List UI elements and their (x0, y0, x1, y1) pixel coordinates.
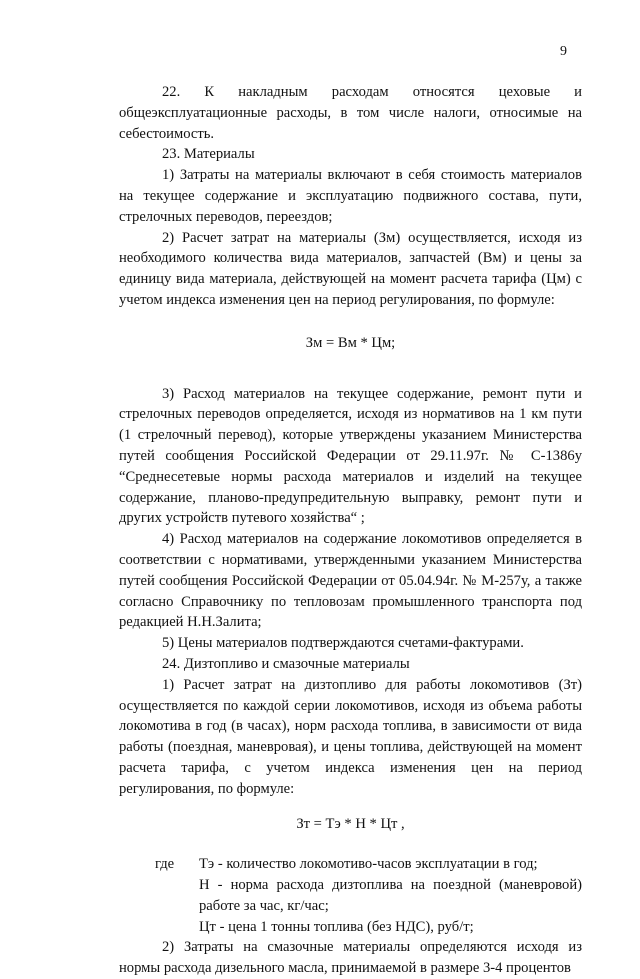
heading-23: 23. Материалы (162, 146, 255, 163)
paragraph-24-2: 2) Затраты на смазочные материалы определяются исходя из нормы расхода дизельного масла, принимаемой в размере 3-4 процентов (119, 939, 582, 977)
heading-24: 24. Дизтопливо и смазочные материалы (162, 655, 410, 672)
paragraph-22: 22. К накладным расходам относятся цеховые и (162, 84, 582, 100)
legend-label: где (155, 856, 175, 873)
paragraph-23-4: 4) Расход материалов на содержание локомотивов определяется в соответствии с нормативами, утвержденными указанием Министерства путей сообщения Российской Федерации от 05.04.94г. № М-257у, а также согласно Справочнику по тепловозам промышленного транспорта под редакцией Н.Н.Залита; (119, 531, 582, 631)
legend-item-n: Н - норма расхода дизтоплива на поездной (маневровой) работе за час, кг/час; (199, 877, 582, 914)
formula-legend (119, 854, 582, 937)
document-body (119, 82, 582, 979)
paragraph-23-2: 2) Расчет затрат на материалы (Зм) осуществляется, исходя из необходимого количества вида материалов, запчастей (Вм) и цены за единицу вида материала, действующей на момент расчета тарифа (Цм) с учетом индекса изменения цен на период регулирования, по формуле: (119, 229, 582, 308)
paragraph-23-1: 1) Затраты на материалы включают в себя стоимость материалов на текущее содержание и эксплуатацию подвижного состава, пути, стрелочных переводов, переездов; (119, 167, 582, 225)
page-number: 9 (560, 44, 567, 59)
formula-materials: Зм = Вм * Цм; (305, 334, 396, 351)
formula-fuel: Зт = Тэ * Н * Цт , (296, 815, 405, 832)
paragraph-22-cont: общеэксплуатационные расходы, в том числе налоги, относимые на себестоимость. (119, 104, 582, 142)
paragraph-24-1: 1) Расчет затрат на дизтопливо для работы локомотивов (Зт) осуществляется по каждой серии локомотивов, исходя из объема работы локомотива в год (в часах), норм расхода топлива, в зависимости от вида работы (поездная, маневровая), и цены топлива, действующей на момент расчета тарифа, с учетом индекса изменения цен на период регулирования, по формуле: (119, 676, 582, 797)
legend-item-te: Тэ - количество локомотиво-часов эксплуатации в год; (199, 856, 538, 873)
legend-item-ct: Цт - цена 1 тонны топлива (без НДС), руб/т; (199, 918, 474, 935)
legend-items (199, 854, 582, 937)
paragraph-23-5: 5) Цены материалов подтверждаются счетами-фактурами. (162, 635, 524, 652)
paragraph-23-3: 3) Расход материалов на текущее содержание, ремонт пути и стрелочных переводов определяется, исходя из нормативов на 1 км пути (1 стрелочный перевод), которые утверждены указанием Министерства путей сообщения Российской Федерации от 29.11.97г. № С-1386у “Среднесетевые нормы расхода материалов и изделий на текущее содержание, планово-предупредительную выправку, ремонт пути и других устройств путевого хозяйства“ ; (119, 385, 582, 527)
